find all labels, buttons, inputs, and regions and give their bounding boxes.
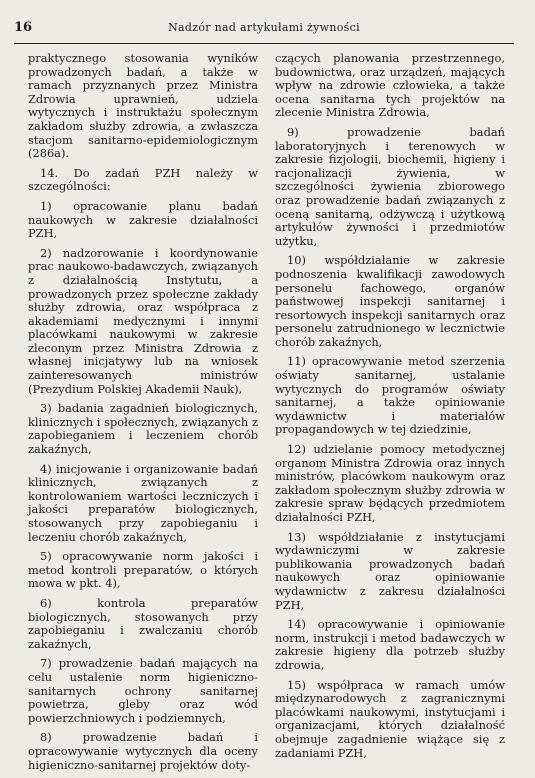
header-rule bbox=[14, 43, 514, 44]
paragraph: 4) inicjowanie i organizowanie badań klinicznych, związanych z kontrolowaniem wartości leczniczych i jakości preparatów biologicznych, stosowanych przy zapobieganiu i leczeniu chorób zakaźnych, bbox=[28, 461, 258, 544]
paragraph: 7) prowadzenie badań mających na celu ustalenie norm higieniczno-sanitarnych ochrony sanitarnej powietrza, gleby oraz wód powierzchniowych i podziemnych, bbox=[28, 656, 258, 725]
paragraph: 2) nadzorowanie i koordynowanie prac naukowo-badawczych, związanych z działalnością Instytutu, a prowadzonych przez społeczne zakłady służby zdrowia, oraz współpraca z akademiami medycznymi i innymi placówkami naukowymi w zakresie zleconym przez Ministra Zdrowia z własnej inicjatywy lub na wniosek zainteresowanych ministrów (Prezydium Polskiej Akademii Nauk), bbox=[28, 245, 258, 396]
paragraph: 13) współdziałanie z instytucjami wydawniczymi w zakresie publikowania prowadzonych badań naukowych oraz opiniowanie wydawnictw z zakresu działalności PZH, bbox=[275, 529, 505, 612]
paragraph: praktycznego stosowania wyników prowadzonych badań, a także w ramach przyznanych przez Ministra Zdrowia uprawnień, udziela wytycznych i instruktażu społecznym zakładom służby zdrowia, a zwłaszcza stacjom sanitarno-epidemiologicznym (286a). bbox=[28, 51, 258, 161]
right-column bbox=[275, 52, 505, 766]
paragraph: czących planowania przestrzennego, budownictwa, oraz urządzeń, mających wpływ na zdrowie człowieka, a także ocena sanitarna tych projektów na zlecenie Ministra Zdrowia, bbox=[275, 51, 505, 120]
left-column bbox=[28, 52, 258, 778]
paragraph: 9) prowadzenie badań laboratoryjnych i terenowych w zakresie fizjologii, biochemii, higieny i racjonalizacji żywienia, w szczególności żywienia zbiorowego oraz prowadzenie badań związanych z oceną sanitarną, odżywczą i użytkową artykułów żywności i przedmiotów użytku, bbox=[275, 124, 505, 248]
paragraph: 15) współpraca w ramach umów międzynarodowych z zagranicznymi placówkami naukowymi, instytucjami i organizacjami, których działalność obejmuje zagadnienie wiążące się z zadaniami PZH, bbox=[275, 677, 505, 760]
running-title: Nadzór nad artykułami żywności bbox=[168, 21, 360, 34]
page-header bbox=[14, 16, 514, 42]
paragraph: 3) badania zagadnień biologicznych, klinicznych i społecznych, związanych z zapobieganiem i leczeniem chorób zakaźnych, bbox=[28, 401, 258, 457]
paragraph: 5) opracowywanie norm jakości i metod kontroli preparatów, o których mowa w pkt. 4), bbox=[28, 549, 258, 591]
paragraph: 11) opracowywanie metod szerzenia oświaty sanitarnej, ustalanie wytycznych do programów oświaty sanitarnej, a także opiniowanie wydawnictw i materiałów propagandowych w tej dziedzinie, bbox=[275, 354, 505, 437]
paragraph: 1) opracowanie planu badań naukowych w zakresie działalności PZH, bbox=[28, 198, 258, 241]
paragraph: 14) opracowywanie i opiniowanie norm, instrukcji i metod badawczych w zakresie higieny dla potrzeb służby zdrowia, bbox=[275, 617, 505, 672]
page-number: 16 bbox=[14, 20, 33, 35]
paragraph: 12) udzielanie pomocy metodycznej organom Ministra Zdrowia oraz innych ministrów, placówkom naukowym oraz zakładom społecznym służby zdrowia w zakresie spraw będących przedmiotem działalności PZH, bbox=[275, 442, 505, 524]
paragraph: 10) współdziałanie w zakresie podnoszenia kwalifikacji zawodowych personelu fachowego, organów państwowej inspekcji sanitarnej i resortowych inspekcji sanitarnych oraz personelu zatrudnionego w lecznictwie chorób zakaźnych, bbox=[275, 253, 505, 349]
paragraph: 8) prowadzenie badań i opracowywanie wytycznych dla oceny higieniczno-sanitarnej projektów doty- bbox=[28, 730, 258, 772]
paragraph: 14. Do zadań PZH należy w szczególności: bbox=[28, 165, 258, 194]
paragraph: 6) kontrola preparatów biologicznych, stosowanych przy zapobieganiu i zwalczaniu chorób zakaźnych, bbox=[28, 595, 258, 651]
